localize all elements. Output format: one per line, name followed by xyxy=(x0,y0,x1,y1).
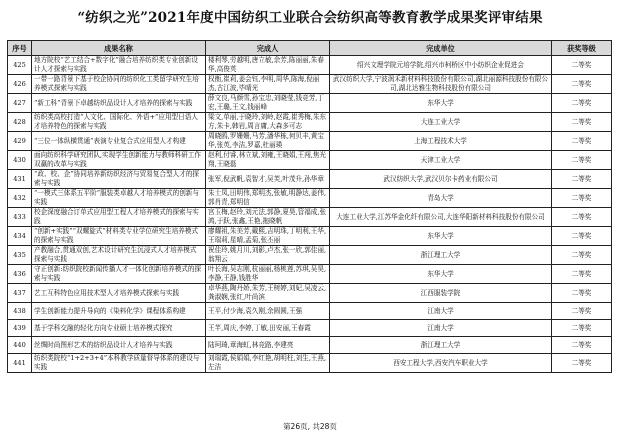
cell-award xyxy=(552,113,612,132)
table-row xyxy=(8,303,612,320)
table-row xyxy=(8,246,612,265)
cell-no-text: 427 xyxy=(13,98,26,107)
cell-people-text: 周晓鸥,罗姗姗,马芳,潘华栋,何贝丰,黄宝华,张英,李洁,罗嘉,杜丽瑛 xyxy=(208,132,324,149)
cell-name xyxy=(32,303,206,320)
cell-unit-text: 东华大学 xyxy=(427,269,454,278)
table-row xyxy=(8,151,612,170)
cell-unit xyxy=(330,170,552,189)
cell-award xyxy=(552,94,612,113)
cell-name xyxy=(32,208,206,227)
cell-unit-text: 大连工业大学,江苏华金化纤有限公司,大连华阳新材料科技股份有限公司 xyxy=(336,212,545,221)
cell-unit xyxy=(330,151,552,170)
cell-people xyxy=(206,284,330,303)
table-row xyxy=(8,284,612,303)
cell-unit xyxy=(330,75,552,94)
header-name: 成果名称 xyxy=(32,41,206,56)
cell-no xyxy=(8,337,32,354)
cell-name-text: “一模式三体系五平阶”服装类卓越人才培养模式的创新与实践 xyxy=(34,189,199,206)
cell-unit xyxy=(330,94,552,113)
cell-people xyxy=(206,94,330,113)
document-title: “纺织之光”2021年度中国纺织工业联合会纺织高等教育教学成果奖评审结果 xyxy=(77,10,543,26)
cell-no-text: 437 xyxy=(13,288,26,297)
table-row xyxy=(8,354,612,373)
cell-no-text: 436 xyxy=(13,269,26,278)
cell-people xyxy=(206,208,330,227)
cell-award-text: 二等奖 xyxy=(571,288,592,297)
cell-no xyxy=(8,265,32,284)
cell-people-text: 楼利琴,劳越明,唐立敏,余芳,陈丽丽,朱春华,高俊英 xyxy=(208,56,324,73)
cell-no xyxy=(8,75,32,94)
cell-people-text: 叶长海,吴志刚,杭丽丽,杨桃莲,苏琪,吴昊,李静,王静,钱胜华 xyxy=(208,265,327,282)
cell-no xyxy=(8,303,32,320)
cell-name-text: 纺织类院校“1+2+3+4”本科教学质量督导体系的建设与实践 xyxy=(34,354,200,371)
cell-award xyxy=(552,284,612,303)
cell-unit-text: 武汉纺织大学,宁波润禾新材料科技股份有限公司,湖北丽源科技股份有限公司,湖北达雅生物科技股份有限公司 xyxy=(332,75,549,92)
cell-name-text: 产教融合,贯通双创,艺术设计研究生沉浸式人才培养模式探索与实践 xyxy=(34,246,197,263)
cell-award-text: 二等奖 xyxy=(571,117,592,126)
table-row xyxy=(8,170,612,189)
cell-people xyxy=(206,113,330,132)
cell-award xyxy=(552,246,612,265)
cell-no-text: 439 xyxy=(13,323,26,332)
header-no: 序号 xyxy=(8,41,32,56)
cell-no xyxy=(8,246,32,265)
cell-people-text: 梁文,单丽,于晓玲,刘岭,赵霞,崔秀梅,朱东方,朱卡,韩岩,周言庸,大森多可志 xyxy=(208,113,327,130)
cell-name-text: 一带一路背景下基于校企协同的纺织化工类留学研究生培养模式探索与实践 xyxy=(34,75,199,92)
cell-award-text: 二等奖 xyxy=(571,212,592,221)
cell-unit-text: 上海工程技术大学 xyxy=(414,136,467,145)
cell-no xyxy=(8,151,32,170)
cell-name-text: 纺织类高校打造“人文化、国际化、外语+”应用型日语人才培养特色的探索与实践 xyxy=(34,113,198,130)
cell-name xyxy=(32,94,206,113)
cell-award-text: 二等奖 xyxy=(571,358,592,367)
cell-award xyxy=(552,320,612,337)
header-unit: 完成单位 xyxy=(330,41,552,56)
cell-award-text: 二等奖 xyxy=(571,231,592,240)
cell-award-text: 二等奖 xyxy=(571,79,592,88)
cell-award-text: 二等奖 xyxy=(571,155,592,164)
cell-people-text: 张军,倪武帆,袁智才,吴芙,叶茂升,孙华章 xyxy=(208,174,324,183)
cell-unit xyxy=(330,113,552,132)
header-award: 获奖等级 xyxy=(552,41,612,56)
page-number: 第26页, 共28页 xyxy=(283,422,337,431)
table-row xyxy=(8,113,612,132)
header-people: 完成人 xyxy=(206,41,330,56)
cell-award xyxy=(552,189,612,208)
cell-people xyxy=(206,303,330,320)
table-row xyxy=(8,56,612,75)
cell-unit-text: 江西服装学院 xyxy=(420,288,461,297)
cell-no-text: 441 xyxy=(13,358,26,367)
cell-name-text: 守正创新:纺织院校新闻传播人才一体化创新培养模式的探索与实践 xyxy=(34,265,202,282)
cell-people-text: 宫玉梅,赵玲,刘元法,郭静,夏昊,管福成,张鸿,于跃,张鑫,王艳,拖晓帆 xyxy=(208,208,327,225)
cell-unit-text: 西安工程大学,西安汽车职业大学 xyxy=(393,358,488,367)
cell-unit xyxy=(330,56,552,75)
cell-award xyxy=(552,75,612,94)
cell-unit-text: 武汉纺织大学,武汉贝尔卡药业有限公司 xyxy=(383,174,498,183)
results-table xyxy=(7,40,612,373)
cell-people xyxy=(206,132,330,151)
cell-award-text: 二等奖 xyxy=(571,136,592,145)
cell-award-text: 二等奖 xyxy=(571,269,592,278)
cell-unit xyxy=(330,265,552,284)
cell-no-text: 431 xyxy=(13,174,26,183)
cell-people xyxy=(206,337,330,354)
cell-unit-text: 大连工业大学 xyxy=(420,117,461,126)
cell-no-text: 434 xyxy=(13,231,26,240)
cell-name-text: 艺工互科特色应用技术型人才培养模式探索与实践 xyxy=(34,288,180,297)
cell-people-text: 陆珂琦,章海虹,林竞路,李建亮 xyxy=(208,340,294,349)
table-row xyxy=(8,227,612,246)
cell-people xyxy=(206,354,330,373)
cell-people-text: 赵利,付睿,林立斌,刘雍,王晓娟,王闯,焦光翔,王晓磊 xyxy=(208,151,327,168)
cell-unit-text: 江南大学 xyxy=(427,323,454,332)
table-row xyxy=(8,265,612,284)
cell-unit-text: 江南大学 xyxy=(427,306,454,315)
cell-people xyxy=(206,151,330,170)
cell-award xyxy=(552,208,612,227)
cell-no-text: 438 xyxy=(13,306,26,315)
cell-people xyxy=(206,75,330,94)
cell-people xyxy=(206,320,330,337)
table-row xyxy=(8,208,612,227)
cell-name xyxy=(32,75,206,94)
cell-unit xyxy=(330,303,552,320)
cell-unit-text: 东华大学 xyxy=(427,231,454,240)
cell-no-text: 425 xyxy=(13,60,26,69)
cell-name xyxy=(32,284,206,303)
cell-unit-text: 浙江理工大学 xyxy=(420,340,461,349)
cell-award-text: 二等奖 xyxy=(571,323,592,332)
cell-no xyxy=(8,113,32,132)
cell-award-text: 二等奖 xyxy=(571,340,592,349)
cell-no xyxy=(8,354,32,373)
cell-award-text: 二等奖 xyxy=(571,98,592,107)
cell-name-text: 面向纺织科学研究团队,实现学生创新能力与教师科研工作双赢的改革与实践 xyxy=(34,151,201,168)
cell-award xyxy=(552,170,612,189)
cell-no-text: 433 xyxy=(13,212,26,221)
cell-no xyxy=(8,170,32,189)
cell-name xyxy=(32,337,206,354)
cell-people xyxy=(206,265,330,284)
cell-people xyxy=(206,170,330,189)
table-row xyxy=(8,75,612,94)
cell-no-text: 430 xyxy=(13,155,26,164)
cell-no-text: 428 xyxy=(13,117,26,126)
cell-people-text: 王平,付少海,袁久刚,余圆圆,王强 xyxy=(208,306,303,315)
cell-no xyxy=(8,189,32,208)
cell-people xyxy=(206,246,330,265)
cell-award xyxy=(552,354,612,373)
cell-people-text: 权衡,崔莉,姜会钰,李明,周华,陈海,倪丽杰,古江波,毕晴光 xyxy=(208,75,320,92)
cell-people-text: 廖耀祖,朱美芳,戴熙,吉明珠,丁明利,王华,王瑞莉,星晴,孟菊,张丕丽 xyxy=(208,227,327,244)
cell-award-text: 二等奖 xyxy=(571,174,592,183)
cell-award xyxy=(552,265,612,284)
cell-unit xyxy=(330,227,552,246)
cell-people-text: 薛文良,马颜雪,孙宝忠,刘晓莹,钱竞芳,丁宏,王璐,王文,钱丽峰 xyxy=(208,94,324,111)
cell-award xyxy=(552,132,612,151)
cell-name-text: 校企深度融合订单式应用型工程人才培养模式的探索与实践 xyxy=(34,208,199,225)
cell-name-text: “新工科”背景下卓越纺织品设计人才培养的探索与实践 xyxy=(34,98,193,107)
cell-people-text: 卓华燕,陶丹娇,朱芳,王树婷,刘妃,吴凌云,龚淑娴,张红,叶尚滨 xyxy=(208,284,327,301)
cell-unit xyxy=(330,320,552,337)
cell-name xyxy=(32,189,206,208)
cell-no xyxy=(8,132,32,151)
cell-people-text: 刘瑞霞,侯娟娟,李红艳,胡明柱,刘生,王燕,左洁 xyxy=(208,354,327,371)
table-row xyxy=(8,94,612,113)
cell-unit xyxy=(330,132,552,151)
cell-unit xyxy=(330,246,552,265)
cell-unit xyxy=(330,354,552,373)
cell-name xyxy=(32,151,206,170)
cell-name xyxy=(32,56,206,75)
cell-people-text: 王芊,周庆,李婷,丁敏,田安丽,王春霞 xyxy=(208,323,311,332)
cell-name-text: 学生创新能力提升导向的《染料化学》课程体系构建 xyxy=(34,306,186,315)
table-header-row xyxy=(8,41,612,56)
cell-name-text: “三位一体纵横贯通”表演专业复合式应用型人才构建 xyxy=(34,136,186,145)
cell-name-text: 丝绸时尚图形艺术的纺织品设计人才培养与实践 xyxy=(34,340,173,349)
cell-name xyxy=(32,113,206,132)
cell-name xyxy=(32,246,206,265)
cell-people-text: 祝佳玲,姚月川,刘影,卢杰,张一欣,郭佳丽,翁翔云 xyxy=(208,246,327,263)
cell-award xyxy=(552,303,612,320)
cell-name xyxy=(32,170,206,189)
cell-unit xyxy=(330,208,552,227)
cell-unit xyxy=(330,337,552,354)
table-row xyxy=(8,337,612,354)
cell-award-text: 二等奖 xyxy=(571,60,592,69)
cell-no xyxy=(8,94,32,113)
cell-award xyxy=(552,151,612,170)
cell-no xyxy=(8,227,32,246)
cell-name xyxy=(32,132,206,151)
table-body xyxy=(8,56,612,373)
cell-award xyxy=(552,56,612,75)
cell-unit-text: 青岛大学 xyxy=(427,193,454,202)
cell-no xyxy=(8,56,32,75)
cell-people-text: 朱士凤,田明伟,郑明杰,张敏,明静达,姜伟,郭肖青,郑明信 xyxy=(208,189,327,206)
cell-people xyxy=(206,227,330,246)
cell-name-text: 基于学科交融的轻化方向专业硕士培养模式探究 xyxy=(34,323,173,332)
cell-unit xyxy=(330,284,552,303)
cell-no-text: 440 xyxy=(13,340,26,349)
cell-award xyxy=(552,227,612,246)
cell-name xyxy=(32,320,206,337)
cell-people xyxy=(206,56,330,75)
cell-unit-text: 天津工业大学 xyxy=(420,155,461,164)
cell-name xyxy=(32,265,206,284)
cell-unit-text: 绍兴文理学院元培学院,绍兴市柯桥区中小纺织企业促进会 xyxy=(357,60,524,69)
cell-unit xyxy=(330,189,552,208)
cell-award-text: 二等奖 xyxy=(571,250,592,259)
cell-no-text: 432 xyxy=(13,193,26,202)
table-row xyxy=(8,189,612,208)
cell-unit-text: 浙江理工大学 xyxy=(420,250,461,259)
cell-award-text: 二等奖 xyxy=(571,193,592,202)
cell-name-text: “创新+实践”“双螺旋式”材料类专业学位研究生培养模式的探索与实践 xyxy=(34,227,199,244)
cell-unit-text: 东华大学 xyxy=(427,98,454,107)
cell-name xyxy=(32,354,206,373)
cell-name-text: 地方院校“艺工结合+数字化”融合培养纺织类专业创新设计人才探索与实践 xyxy=(34,56,198,73)
table-header xyxy=(8,41,612,56)
cell-no xyxy=(8,284,32,303)
cell-no-text: 435 xyxy=(13,250,26,259)
table-row xyxy=(8,132,612,151)
cell-award-text: 二等奖 xyxy=(571,306,592,315)
cell-name xyxy=(32,227,206,246)
cell-no-text: 429 xyxy=(13,136,26,145)
cell-award xyxy=(552,337,612,354)
table-row xyxy=(8,320,612,337)
cell-no xyxy=(8,320,32,337)
cell-name-text: “政、校、企”协同培养新纺织经济与贸易复合型人才的探索与实践 xyxy=(34,170,199,187)
cell-no-text: 426 xyxy=(13,79,26,88)
cell-no xyxy=(8,208,32,227)
cell-people xyxy=(206,189,330,208)
